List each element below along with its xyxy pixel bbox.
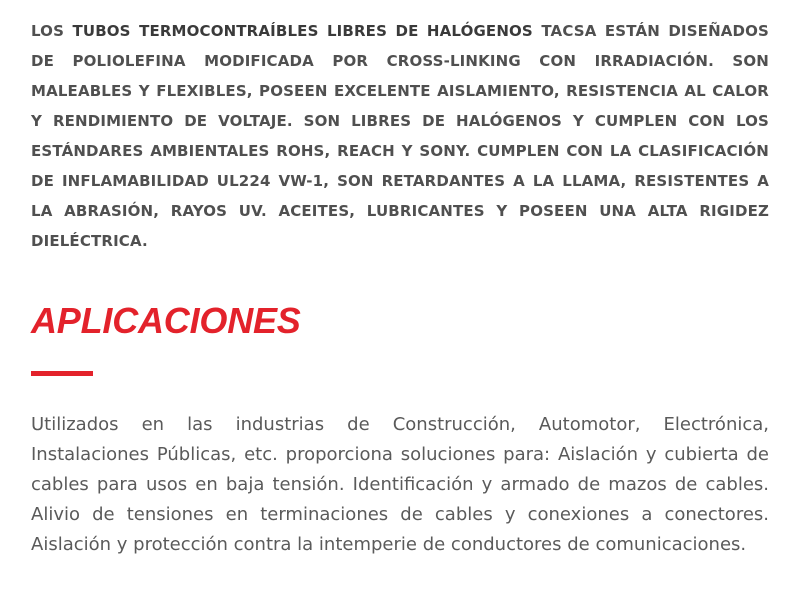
product-description xyxy=(31,16,769,560)
intro-text: TACSA ESTÁN DISEÑADOS DE POLIOLEFINA MODIFICADA POR CROSS-LINKING CON IRRADIACIÓN. SON MALEABLES Y FLEXIBLES, POSEEN EXCELENTE AISLAMIENTO, RESISTENCIA AL CALOR Y RENDIMIENTO DE VOLTAJE. SON LIBRES DE HALÓGENOS Y CUMPLEN CON LOS ESTÁNDARES AMBIENTALES ROHS, REACH Y SONY. CUMPLEN CON LA CLASIFICACIÓN DE INFLAMABILIDAD UL224 VW-1, SON RETARDANTES A LA LLAMA, RESISTENTES A LA ABRASIÓN, RAYOS UV. ACEITES, LUBRICANTES Y POSEEN UNA ALTA RIGIDEZ DIELÉCTRICA. xyxy=(31,22,769,250)
applications-heading: APLICACIONES xyxy=(31,300,301,341)
intro-paragraph xyxy=(31,16,769,256)
heading-underline xyxy=(31,371,93,376)
product-name-highlight: TUBOS TERMOCONTRAÍBLES LIBRES DE HALÓGENOS xyxy=(72,22,533,40)
intro-prefix: LOS xyxy=(31,22,73,40)
applications-paragraph: Utilizados en las industrias de Construcción, Automotor, Electrónica, Instalaciones Públicas, etc. proporciona soluciones para: Aislación y cubierta de cables para usos en baja tensión. Identificación y armado de mazos de cables. Alivio de tensiones en terminaciones de cables y conexiones a conectores. Aislación y protección contra la intemperie de conductores de comunicaciones. xyxy=(31,414,769,555)
